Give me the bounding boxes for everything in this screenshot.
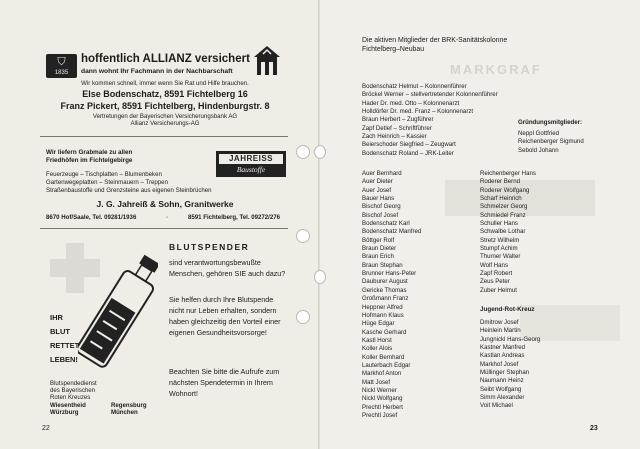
member-entry: Bauer Hans [362, 195, 395, 203]
jugend-member-entry: Naumann Heinz [480, 377, 524, 385]
members-column-2 [480, 170, 536, 295]
member-entry: Bischof Josef [362, 211, 399, 219]
bottle-label-leben: LEBEN! [50, 355, 78, 364]
jahreiss-line2: Gartenwegeplatten – Steinmauern – Treppen [46, 179, 168, 186]
jahreiss-address-fichtelberg: 8591 Fichtelberg, Tel. 09272/276 [188, 214, 281, 221]
jahreiss-intro2: Friedhöfen im Fichtelgebirge [46, 157, 133, 164]
leader-entry: Holldörfer Dr. med. Franz – Kolonnenarzt [362, 108, 474, 116]
leader-entry: Bodenschatz Roland – JRK-Leiter [362, 149, 454, 157]
member-entry: Böttger Rolf [362, 236, 395, 244]
member-entry: Braun Erich [362, 253, 394, 261]
member-entry: Braun Dieter [362, 245, 397, 253]
member-entry: Bodenschatz Karl [362, 220, 410, 228]
list-heading-line2: Fichtelberg–Neubau [362, 46, 425, 53]
member-entry: Stretz Wilhelm [480, 236, 520, 244]
member-entry: Matt Josef [362, 378, 391, 386]
allianz-headline: hoffentlich ALLIANZ versichert [81, 53, 250, 65]
member-entry: Schwalbe Lothar [480, 228, 526, 236]
member-entry: Prechtl Josef [362, 411, 398, 419]
blood-para1: sind verantwortungsbewußte Menschen, gehören SIE auch dazu? [169, 258, 286, 278]
jugend-member-entry: Müllinger Stephan [480, 369, 530, 377]
member-entry: Schmelzer Georg [480, 203, 528, 211]
jahreiss-logo-top: JAHREISS [219, 154, 283, 164]
blood-title: BLUTSPENDER [169, 242, 250, 252]
member-entry: Zapf Robert [480, 270, 513, 278]
house-icon [253, 45, 281, 77]
agent-pickert: Franz Pickert, 8591 Fichtelberg, Hindenburgstr. 8 [60, 101, 270, 111]
member-entry: Scharf Heinrich [480, 195, 522, 203]
allianz-rep-line2: Allianz Versicherungs-AG [130, 120, 200, 127]
member-entry: Hüge Edgar [362, 320, 395, 328]
binder-hole-2 [296, 229, 310, 243]
member-entry: Prechtl Herbert [362, 403, 403, 411]
member-entry: Auer Josef [362, 186, 392, 194]
member-entry: Nickl Werner [362, 386, 397, 394]
member-entry: Schuller Hans [480, 220, 518, 228]
member-entry: Wolf Hans [480, 261, 508, 269]
founder-entry: Sebold Johann [518, 146, 559, 154]
member-entry: Dauburer August [362, 278, 408, 286]
member-entry: Lauterbach Edgar [362, 361, 411, 369]
city-wiesentheid: Wiesentheid [50, 402, 86, 409]
blood-bottle-icon [78, 246, 158, 382]
leader-entry: Braun Herbert – Zugführer [362, 116, 434, 124]
allianz-logo [46, 54, 77, 78]
member-entry: Zuber Helmut [480, 286, 517, 294]
jahreiss-line3: Straßenbaustoffe und Grenzsteine aus eigenen Steinbrüchen [46, 187, 212, 194]
jugend-member-entry: Voit Michael [480, 402, 513, 410]
leader-entry: Bodenschatz Helmut – Kolonnenführer [362, 83, 467, 90]
founders-title: Gründungsmitglieder: [518, 119, 582, 126]
member-entry: Nickl Wolfgang [362, 395, 403, 403]
page-number-right: 23 [590, 425, 598, 432]
divider-top [40, 136, 288, 137]
service-line1: Blutspendedienst [50, 380, 97, 387]
jahreiss-intro1: Wir liefern Grabmale zu allen [46, 149, 133, 156]
members-column-1 [362, 170, 421, 420]
leader-entry: Hader Dr. med. Otto – Kolonnenarzt [362, 99, 460, 107]
member-entry: Koller Bernhard [362, 353, 405, 361]
founder-entry: Reichenberger Sigmund [518, 138, 584, 146]
member-entry: Schmiedel Franz [480, 211, 526, 219]
member-entry: Koller Alois [362, 345, 393, 353]
jugend-member-entry: Heinlein Martin [480, 327, 521, 335]
jugend-member-entry: Jungnickl Hans-Georg [480, 335, 541, 343]
member-entry: Stumpf Achim [480, 245, 518, 253]
member-entry: Roderer Bernd [480, 178, 520, 186]
member-entry: Zeus Peter [480, 278, 510, 286]
jugend-list [480, 319, 540, 411]
city-regensburg: Regensburg [111, 402, 147, 409]
binder-hole-1 [296, 145, 310, 159]
jugend-member-entry: Seibt Wolfgang [480, 385, 522, 393]
eagle-icon: ⛉ [57, 56, 66, 68]
allianz-tagline: Wir kommen schnell, immer wenn Sie Rat und Hilfe brauchen. [81, 80, 249, 87]
right-page [320, 0, 640, 449]
jugend-title: Jugend-Rot-Kreuz [480, 306, 535, 313]
jahreiss-company: J. G. Jahreiß & Sohn, Granitwerke [96, 199, 234, 209]
founder-entry: Neppl Gottfried [518, 130, 559, 137]
leaders-list [362, 83, 498, 158]
member-entry: Gericke Thomas [362, 286, 407, 294]
divider-middle [40, 228, 288, 229]
bottle-label-blut: BLUT [50, 327, 70, 336]
blood-para3: Beachten Sie bitte die Aufrufe zum nächsten Spendetermin in Ihrem Wohnort! [169, 367, 280, 398]
jahreiss-address-hof: 8670 Hof/Saale, Tel. 09281/1936 [46, 214, 137, 221]
member-entry: Roderer Wolfgang [480, 186, 530, 194]
bottle-label-ihr: IHR [50, 313, 63, 322]
allianz-subline: dann wohnt Ihr Fachmann in der Nachbarschaft [81, 68, 233, 75]
bleed-through-text: MARKGRAF [450, 62, 542, 77]
city-muenchen: München [111, 409, 138, 416]
list-heading-line1: Die aktiven Mitglieder der BRK-Sanitätskolonne [362, 37, 508, 44]
member-entry: Bischof Georg [362, 203, 401, 211]
jahreiss-logo-bottom: Baustoffe [236, 165, 266, 174]
member-entry: Reichenberger Hans [480, 170, 536, 177]
binder-hole-right-2 [314, 270, 326, 284]
member-entry: Brunner Hans-Peter [362, 270, 417, 278]
member-entry: Auer Dieter [362, 178, 393, 186]
leader-entry: Beierschoder Siegfried – Zeugwart [362, 141, 456, 149]
service-line3: Roten Kreuzes [50, 394, 91, 401]
binder-hole-right-1 [314, 145, 326, 159]
jugend-member-entry: Simm Alexander [480, 394, 525, 402]
founders-list [518, 130, 584, 155]
service-line2: des Bayerischen [50, 387, 96, 394]
member-entry: Kastl Horst [362, 336, 392, 344]
binder-hole-3 [296, 310, 310, 324]
jahreiss-logo [216, 151, 286, 177]
blood-para2: Sie helfen durch Ihre Blutspende nicht nur Leben erhalten, sondern haben gleichzeitig den Vorteil einer eigenen Gesundheitsvorsorge! [169, 295, 281, 337]
member-entry: Auer Bernhard [362, 170, 402, 177]
address-separator: ◦ [166, 215, 169, 221]
allianz-rep-line1: Vertretungen der Bayerischen Versicherungsbank AG [92, 113, 238, 120]
leader-entry: Bröckel Werner – stellvertretender Kolonnenführer [362, 91, 498, 99]
jahreiss-line1: Feuerzeuge – Tischplatten – Blumenbeken [46, 171, 162, 178]
logo-year: 1835 [54, 70, 69, 76]
member-entry: Hofmann Klaus [362, 311, 404, 319]
agent-bodenschatz: Else Bodenschatz, 8591 Fichtelberg 16 [82, 89, 248, 99]
member-entry: Bodenschatz Manfred [362, 228, 422, 236]
member-entry: Großmann Franz [362, 295, 409, 303]
leader-entry: Zapf Detlef – Schriftführer [362, 124, 432, 132]
city-wuerzburg: Würzburg [50, 409, 79, 416]
member-entry: Markhof Anton [362, 370, 402, 378]
member-entry: Braun Stephan [362, 261, 403, 269]
jugend-member-entry: Kastlan Andreas [480, 352, 525, 360]
jugend-member-entry: Markhof Josef [480, 360, 519, 368]
bottle-label-rettet: RETTET [50, 341, 80, 350]
member-entry: Heppner Alfred [362, 303, 403, 311]
leader-entry: Zach Heinrich – Kassier [362, 133, 427, 141]
jugend-member-entry: Dmitrow Josef [480, 319, 519, 326]
jugend-member-entry: Kastner Manfred [480, 344, 526, 352]
member-entry: Kasche Gerhard [362, 328, 407, 336]
member-entry: Thurner Walter [480, 253, 521, 261]
page-number-left: 22 [42, 425, 50, 432]
